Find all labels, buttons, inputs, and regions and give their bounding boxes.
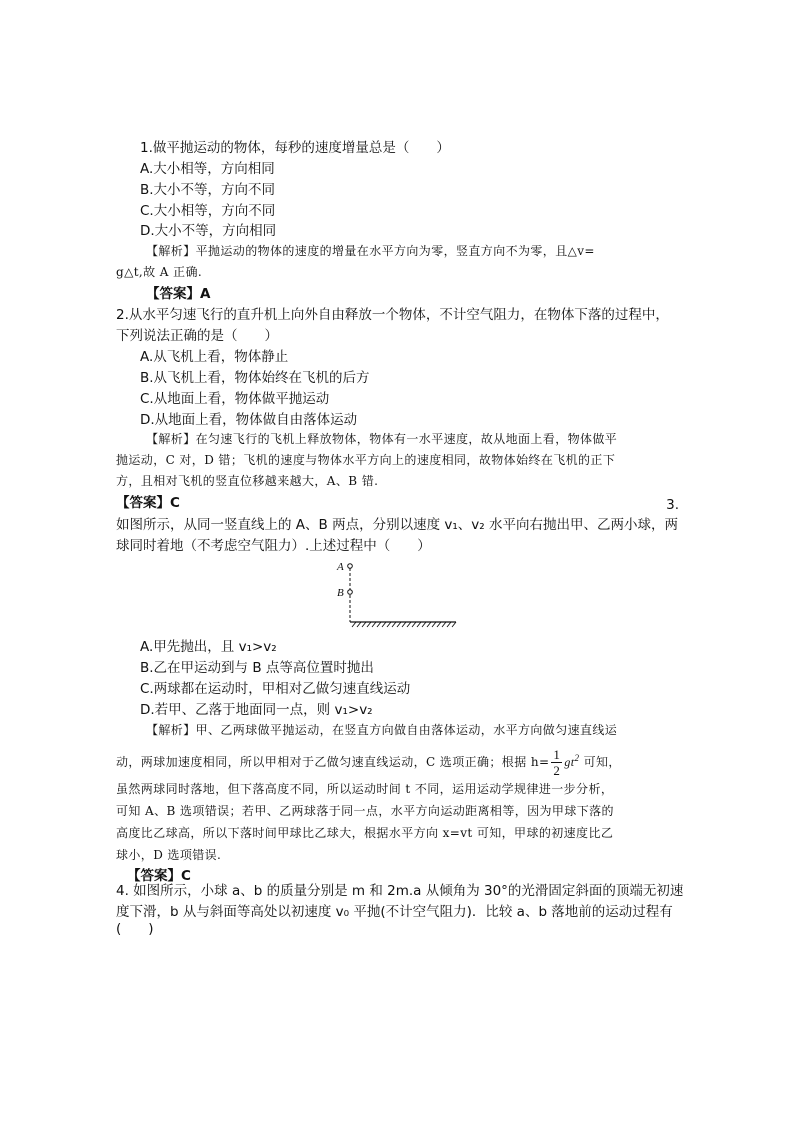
q3-number: 3. [666, 497, 679, 513]
q3-explanation-line6: 球小，D 选项错误. [116, 848, 222, 862]
hatch-mark [447, 622, 451, 627]
hatch-mark [392, 622, 396, 627]
hatch-mark [452, 622, 456, 627]
hatch-mark [422, 622, 426, 627]
hatch-mark [437, 622, 441, 627]
hatch-mark [417, 622, 421, 627]
q2-explanation-line1: 【解析】在匀速飞行的飞机上释放物体，物体有一水平速度，故从地面上看，物体做平 [146, 432, 618, 446]
q3-explanation-line5: 高度比乙球高，所以下落时间甲球比乙球大，根据水平方向 x=vt 可知，甲球的初速度比乙 [116, 826, 614, 840]
point-b-label: B [337, 587, 344, 599]
hatch-mark [382, 622, 386, 627]
ground-hatching [352, 622, 456, 627]
q2-option-b: B.从飞机上看，物体始终在飞机的后方 [140, 370, 370, 386]
q2-option-a: A.从飞机上看，物体静止 [140, 349, 289, 365]
fraction-numerator: 1 [553, 747, 561, 762]
q3-figure [330, 558, 465, 636]
formula-gt: gt [564, 755, 575, 769]
hatch-mark [387, 622, 391, 627]
point-a-label: A [337, 561, 344, 573]
q3-option-c: C.两球都在运动时，甲相对乙做匀速直线运动 [140, 681, 411, 697]
q1-option-a: A.大小相等，方向相同 [140, 161, 275, 177]
hatch-mark [367, 622, 371, 627]
q2-option-c: C.从地面上看，物体做平抛运动 [140, 391, 330, 407]
q3-explanation-line4: 可知 A、B 选项错误；若甲、乙两球落于同一点，水平方向运动距离相等，因为甲球下落的 [116, 804, 614, 818]
q3-stem-line1: 如图所示，从同一竖直线上的 A、B 两点，分别以速度 v₁、v₂ 水平向右抛出甲、乙两小球，两 [116, 517, 678, 533]
formula-exponent: 2 [574, 753, 580, 763]
point-b-marker [348, 590, 353, 595]
hatch-mark [442, 622, 446, 627]
hatch-mark [377, 622, 381, 627]
q2-answer: 【答案】C [116, 495, 180, 511]
q3-explanation-line3: 虽然两球同时落地，但下落高度不同，所以运动时间 t 不同，运用运动学规律进一步分析， [116, 782, 614, 796]
q2-explanation-line2: 抛运动，C 对，D 错；飞机的速度与物体水平方向上的速度相同，故物体始终在飞机的正下 [116, 453, 616, 467]
q2-stem-line1: 2.从水平匀速飞行的直升机上向外自由释放一个物体，不计空气阻力，在物体下落的过程中， [116, 307, 669, 323]
q1-option-d: D.大小不等，方向相同 [140, 223, 277, 239]
q2-option-d: D.从地面上看，物体做自由落体运动 [140, 412, 358, 428]
q3-explanation-line1: 【解析】甲、乙两球做平抛运动，在竖直方向做自由落体运动，水平方向做匀速直线运 [146, 723, 618, 737]
q1-stem: 1.做平抛运动的物体，每秒的速度增量总是（ ） [140, 140, 450, 156]
q3-explanation-line2-text: 动，两球加速度相同，所以甲相对于乙做匀速直线运动，C 选项正确；根据 h= [116, 755, 550, 769]
q3-option-a: A.甲先抛出，且 v₁>v₂ [140, 639, 277, 655]
q4-stem-line2: 度下滑，b 从与斜面等高处以初速度 v₀ 平抛(不计空气阻力)．比较 a、b 落地前的运动过程有 [116, 904, 673, 920]
hatch-mark [402, 622, 406, 627]
q3-explanation-line2-end: 可知， [579, 755, 621, 769]
hatch-mark [352, 622, 356, 627]
point-a-marker [348, 564, 353, 569]
q1-option-c: C.大小相等，方向不同 [140, 203, 276, 219]
hatch-mark [397, 622, 401, 627]
q3-answer: 【答案】C [127, 868, 191, 884]
hatch-mark [372, 622, 376, 627]
q3-option-d: D.若甲、乙落于地面同一点，则 v₁>v₂ [140, 702, 373, 718]
q3-stem-line2: 球同时着地（不考虑空气阻力）.上述过程中（ ） [116, 538, 431, 554]
q1-answer: 【答案】A [146, 286, 211, 302]
q4-stem-line1: 4. 如图所示，小球 a、b 的质量分别是 m 和 2m.a 从倾角为 30°的光滑固定斜面的顶端无初速 [116, 883, 684, 899]
q3-option-b: B.乙在甲运动到与 B 点等高位置时抛出 [140, 660, 374, 676]
q1-option-b: B.大小不等，方向不同 [140, 182, 276, 198]
q2-stem-line2: 下列说法正确的是（ ） [116, 328, 278, 344]
hatch-mark [362, 622, 366, 627]
q1-explanation-line1: 【解析】平抛运动的物体的速度的增量在水平方向为零，竖直方向不为零，且△v= [146, 244, 595, 258]
fraction-denominator: 2 [553, 763, 561, 778]
hatch-mark [427, 622, 431, 627]
hatch-mark [357, 622, 361, 627]
q2-explanation-line3: 方，且相对飞机的竖直位移越来越大，A、B 错. [116, 474, 379, 488]
hatch-mark [432, 622, 436, 627]
hatch-mark [412, 622, 416, 627]
half-fraction [551, 747, 562, 778]
hatch-mark [407, 622, 411, 627]
q4-stem-line3: ( ) [116, 921, 154, 937]
q1-explanation-line2: g△t,故 A 正确. [116, 265, 203, 279]
q3-explanation-line2 [116, 747, 621, 778]
